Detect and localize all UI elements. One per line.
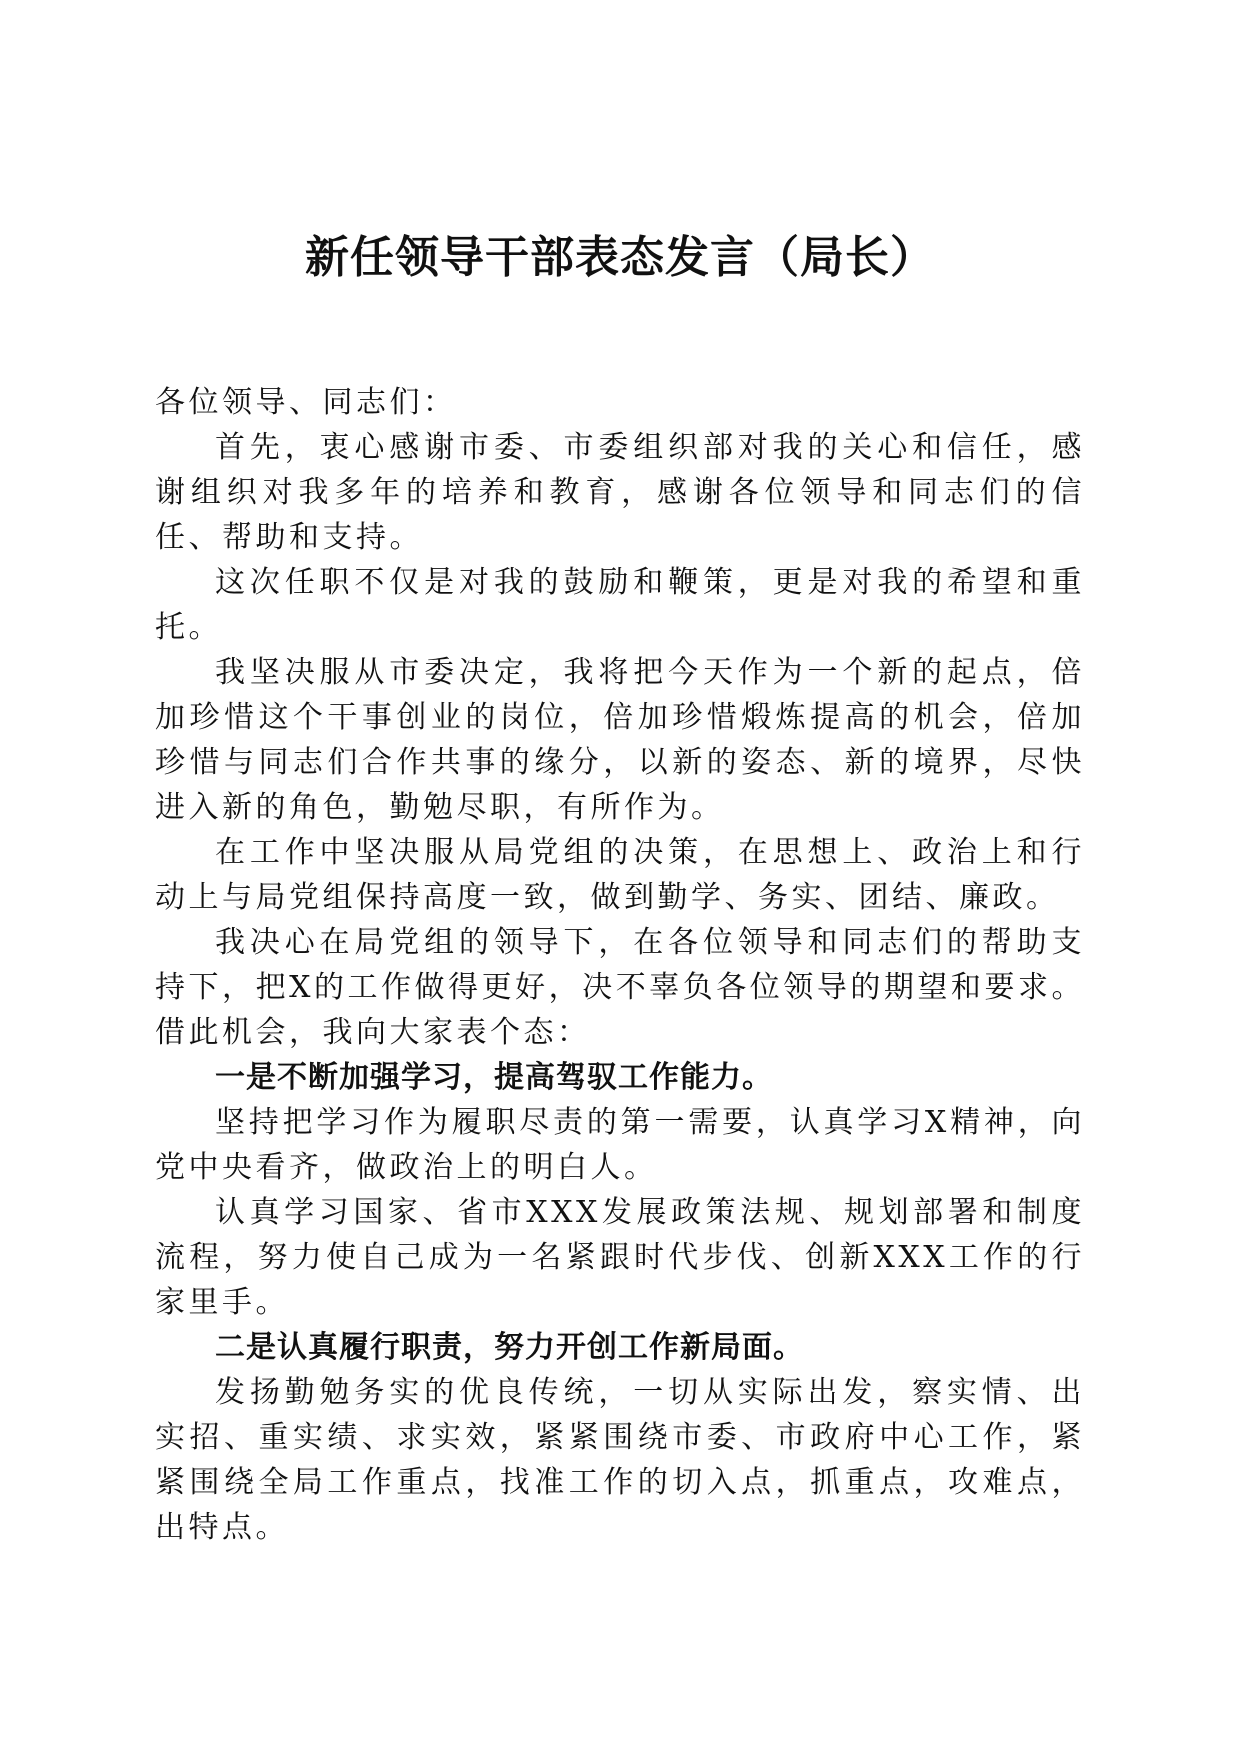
greeting: 各位领导、同志们： <box>155 385 457 420</box>
paragraph: 坚持把学习作为履职尽责的第一需要，认真学习X精神，向党中央看齐，做政治上的明白人。 <box>155 1105 1085 1185</box>
paragraph: 发扬勤勉务实的优良传统，一切从实际出发，察实情、出实招、重实绩、求实效，紧紧围绕市委、市政府中心工作，紧紧围绕全局工作重点，找准工作的切入点，抓重点，攻难点，出特点。 <box>155 1375 1085 1545</box>
document-body <box>155 380 1085 1550</box>
document-title: 新任领导干部表态发言（局长） <box>305 232 935 283</box>
paragraph: 我决心在局党组的领导下，在各位领导和同志们的帮助支持下，把X的工作做得更好，决不辜负各位领导的期望和要求。借此机会，我向大家表个态： <box>155 925 1085 1050</box>
section-heading: 一是不断加强学习，提高驾驭工作能力。 <box>215 1060 773 1095</box>
section-heading: 二是认真履行职责，努力开创工作新局面。 <box>215 1330 804 1365</box>
paragraph: 认真学习国家、省市XXX发展政策法规、规划部署和制度流程，努力使自己成为一名紧跟时代步伐、创新XXX工作的行家里手。 <box>155 1195 1085 1320</box>
paragraph: 这次任职不仅是对我的鼓励和鞭策，更是对我的希望和重托。 <box>155 565 1085 645</box>
paragraph: 我坚决服从市委决定，我将把今天作为一个新的起点，倍加珍惜这个干事创业的岗位，倍加珍惜煅炼提高的机会，倍加珍惜与同志们合作共事的缘分，以新的姿态、新的境界，尽快进入新的角色，勤勉尽职，有所作为。 <box>155 655 1085 825</box>
paragraph: 首先，衷心感谢市委、市委组织部对我的关心和信任，感谢组织对我多年的培养和教育，感谢各位领导和同志们的信任、帮助和支持。 <box>155 430 1085 555</box>
paragraph: 在工作中坚决服从局党组的决策，在思想上、政治上和行动上与局党组保持高度一致，做到勤学、务实、团结、廉政。 <box>155 835 1085 915</box>
